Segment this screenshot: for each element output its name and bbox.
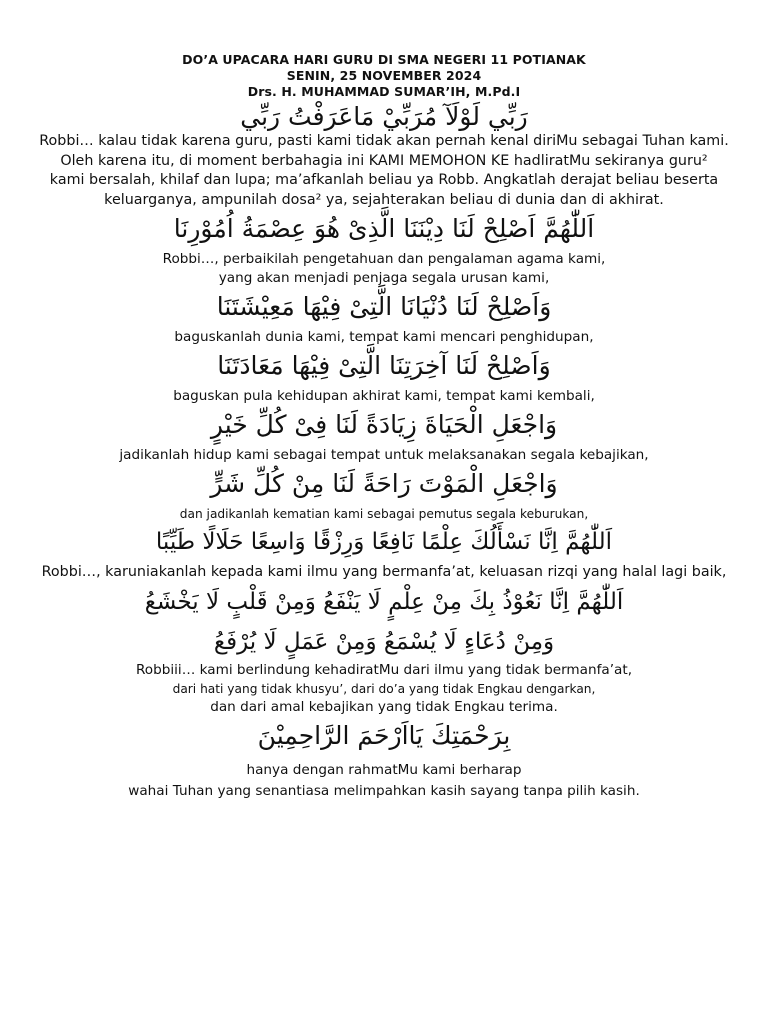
arabic-verse: اَللّٰهُمَّ اِنَّا نَسْأَلُكَ عِلْمًا نَافِعًا وَرِزْقًا وَاسِعًا حَلَالًا طَيِّبًا [155, 529, 613, 555]
translation-line: Robbi… kalau tidak karena guru, pasti kami tidak akan pernah kenal diriMu sebagai Tuhan kami. [39, 133, 729, 149]
arabic-verse: اَللّٰهُمَّ اَصْلِحْ لَنَا دِيْنَنَا الَّذِىْ هُوَ عِصْمَةُ اُمُوْرِنَا [173, 214, 595, 243]
translation-line: jadikanlah hidup kami sebagai tempat untuk melaksanakan segala kebajikan, [119, 447, 649, 463]
arabic-verse: وَاَصْلِحْ لَنَا آخِرَتِنَا الَّتِىْ فِيْهَا مَعَادَتَنَا [217, 351, 551, 380]
arabic-verse: بِرَحْمَتِكَ يَااَرْحَمَ الرَّاحِمِيْنَ [257, 720, 511, 750]
prayer-block [0, 214, 768, 288]
prayer-block [0, 587, 768, 717]
arabic-verse: وَاجْعَلِ الْحَيَاةَ زِيَادَةً لَنَا فِىْ كُلِّ خَيْرٍ [210, 410, 558, 439]
translation-line: baguskan pula kehidupan akhirat kami, tempat kami kembali, [173, 388, 595, 404]
arabic-verse: وَمِنْ دُعَاءٍ لَا يُسْمَعُ وَمِنْ عَمَلٍ لَا يُرْفَعُ [213, 628, 555, 655]
translation-line: dan dari amal kebajikan yang tidak Engkau terima. [210, 698, 558, 715]
translation-line: dan jadikanlah kematian kami sebagai pemutus segala keburukan, [179, 507, 589, 521]
arabic-verse: وَاجْعَلِ الْمَوْتَ رَاحَةً لَنَا مِنْ كُلِّ شَرٍّ [210, 469, 558, 498]
translation-line: keluarganya, ampunilah dosa² ya, sejahterakan beliau di dunia dan di akhirat. [104, 191, 664, 208]
doc-title: DO’A UPACARA HARI GURU DI SMA NEGERI 11 POTIANAK [182, 52, 586, 67]
translation-line: hanya dengan rahmatMu kami berharap [246, 761, 522, 778]
arabic-verse: اَللّٰهُمَّ اِنَّا نَعُوْذُ بِكَ مِنْ عِلْمٍ لَا يَنْفَعُ وَمِنْ قَلْبٍ لَا يَخْشَعُ [144, 588, 624, 615]
arabic-verse: رَبِّي لَوْلَآ مُرَبِّيْ مَاعَرَفْتُ رَبِّي [240, 102, 528, 131]
translation-line: kami bersalah, khilaf dan lupa; ma’afkanlah beliau ya Robb. Angkatlah derajat beliau beserta [49, 172, 719, 188]
prayer-block [0, 292, 768, 347]
doc-date: SENIN, 25 NOVEMBER 2024 [286, 68, 482, 83]
prayer-block [0, 410, 768, 465]
translation-line: Robbi…, karuniakanlah kepada kami ilmu yang bermanfa’at, keluasan rizqi yang halal lagi baik, [41, 564, 727, 580]
prayer-block [0, 351, 768, 406]
doc-author: Drs. H. MUHAMMAD SUMAR’IH, M.Pd.I [247, 84, 521, 99]
prayer-block [0, 527, 768, 583]
translation-line: wahai Tuhan yang senantiasa melimpahkan kasih sayang tanpa pilih kasih. [128, 782, 640, 799]
prayer-block [0, 102, 768, 210]
translation-line: baguskanlah dunia kami, tempat kami mencari penghidupan, [174, 329, 594, 345]
prayer-block [0, 469, 768, 523]
prayer-block [0, 721, 768, 801]
prayer-body [0, 102, 768, 801]
arabic-verse: وَاَصْلِحْ لَنَا دُنْيَانَا الَّتِىْ فِيْهَا مَعِيْشَتَنَا [216, 292, 552, 321]
translation-line: Robbi…, perbaikilah pengetahuan dan pengalaman agama kami, [162, 251, 606, 267]
translation-line: Robbiii… kami berlindung kehadiratMu dari ilmu yang tidak bermanfa’at, [135, 661, 633, 678]
translation-line: yang akan menjadi penjaga segala urusan kami, [218, 270, 550, 286]
doc-header [0, 52, 768, 100]
translation-line: dari hati yang tidak khusyu’, dari do’a yang tidak Engkau dengarkan, [172, 681, 596, 696]
translation-line: Oleh karena itu, di moment berbahagia ini KAMI MEMOHON KE hadliratMu sekiranya guru² [60, 152, 708, 169]
